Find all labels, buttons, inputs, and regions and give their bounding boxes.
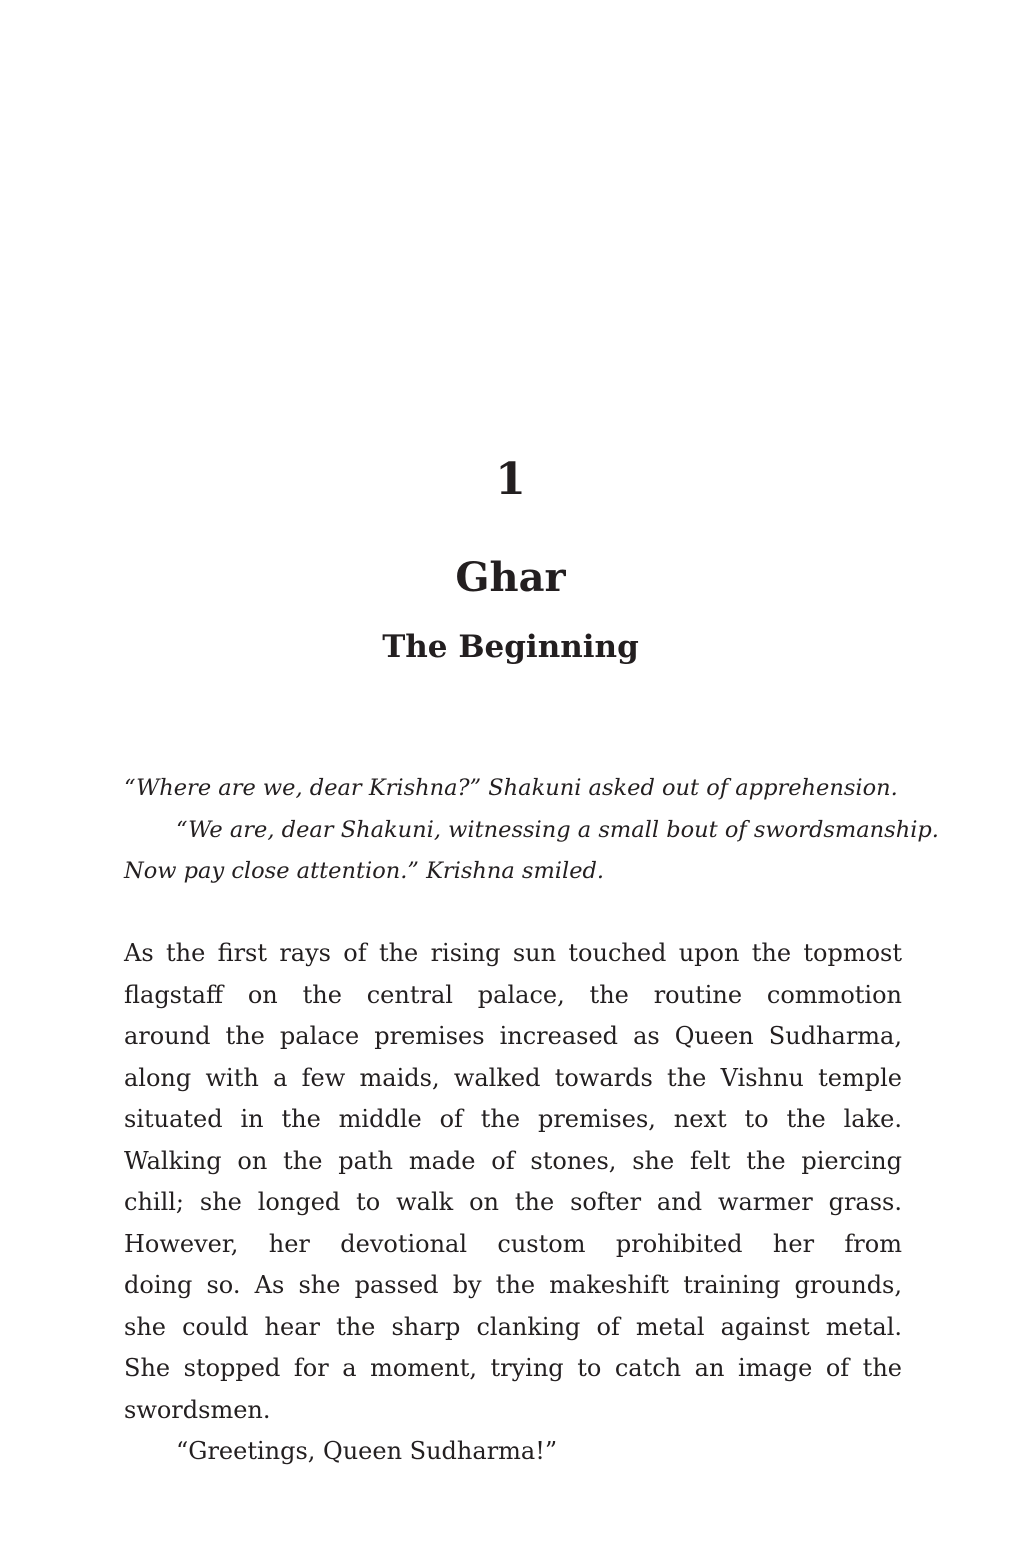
epigraph-line: “We are, dear Shakuni, witnessing a small bout of swordsmanship. [176,816,939,843]
body-line: she could hear the sharp clanking of metal against metal. [124,1312,902,1341]
body-line: She stopped for a moment, trying to catch an image of the [124,1354,902,1382]
chapter-number: 1 [495,454,526,505]
body-line: swordsmen. [124,1395,271,1424]
epigraph-line: “Where are we, dear Krishna?” Shakuni asked out of apprehension. [124,775,898,801]
chapter-title: Ghar [455,554,566,601]
body-line: chill; she longed to walk on the softer and warmer grass. [124,1188,902,1216]
body-line: As the first rays of the rising sun touched upon the topmost [124,939,902,967]
body-line: situated in the middle of the premises, next to the lake. [124,1105,902,1133]
body-line: Walking on the path made of stones, she felt the piercing [124,1146,902,1175]
body-line: around the palace premises increased as Queen Sudharma, [124,1022,902,1050]
body-paragraph [124,933,902,1473]
chapter-subtitle: The Beginning [382,629,639,665]
epigraph-line: Now pay close attention.” Krishna smiled. [124,858,605,884]
epigraph [124,768,939,893]
body-line: However, her devotional custom prohibited her from [124,1229,902,1258]
dialogue-line: “Greetings, Queen Sudharma!” [176,1437,558,1465]
body-line: doing so. As she passed by the makeshift training grounds, [124,1271,902,1299]
body-line: flagstaff on the central palace, the routine commotion [124,980,902,1009]
body-line: along with a few maids, walked towards the Vishnu temple [124,1063,902,1092]
